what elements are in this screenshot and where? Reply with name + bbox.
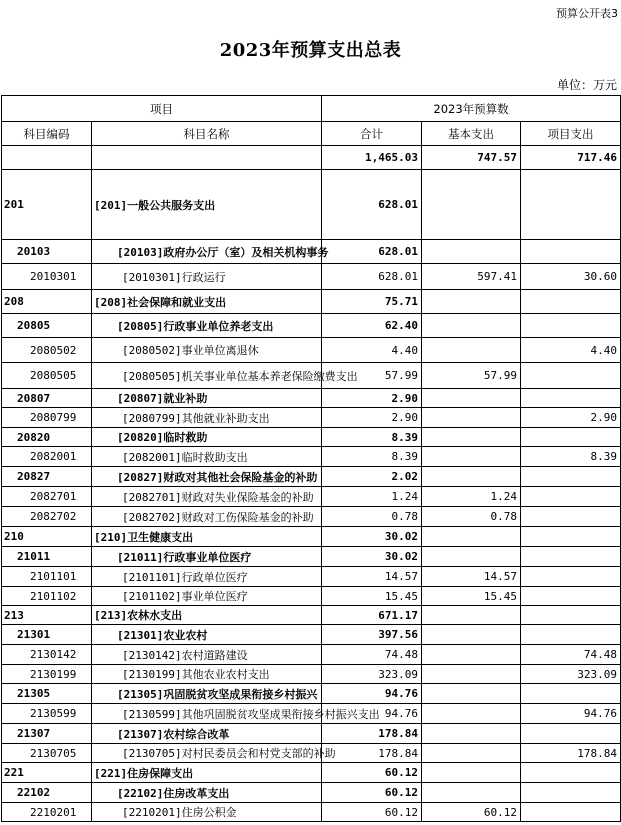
row-project — [521, 606, 621, 625]
table-row — [2, 684, 621, 704]
row-basic — [422, 338, 521, 363]
row-basic — [422, 704, 521, 724]
row-total: 75.71 — [322, 290, 422, 314]
row-basic — [422, 625, 521, 645]
table-row — [2, 389, 621, 408]
row-project — [521, 290, 621, 314]
row-total: 15.45 — [322, 587, 422, 606]
row-total: 57.99 — [322, 363, 422, 389]
row-total: 74.48 — [322, 645, 422, 665]
total-code — [2, 146, 92, 170]
row-total: 2.90 — [322, 389, 422, 408]
row-total: 94.76 — [322, 704, 422, 724]
row-name: [21011]行政事业单位医疗 — [92, 547, 322, 567]
row-project — [521, 547, 621, 567]
row-code: 213 — [2, 606, 92, 625]
row-name: [210]卫生健康支出 — [92, 527, 322, 547]
row-name: [20807]就业补助 — [92, 389, 322, 408]
row-name: [221]住房保障支出 — [92, 763, 322, 783]
row-total: 1.24 — [322, 487, 422, 507]
row-basic — [422, 606, 521, 625]
table-row — [2, 507, 621, 527]
row-total: 94.76 — [322, 684, 422, 704]
row-code: 221 — [2, 763, 92, 783]
header-name: 科目名称 — [92, 122, 322, 146]
row-name: [208]社会保障和就业支出 — [92, 290, 322, 314]
unit-label: 单位：万元 — [556, 78, 617, 92]
table-row — [2, 783, 621, 803]
header-basic: 基本支出 — [422, 122, 521, 146]
row-total: 323.09 — [322, 665, 422, 684]
page-title: 2023年预算支出总表 — [219, 40, 402, 61]
table-row — [2, 240, 621, 264]
table-row — [2, 527, 621, 547]
row-project — [521, 389, 621, 408]
row-basic — [422, 467, 521, 487]
row-project: 4.40 — [521, 338, 621, 363]
row-code: 20805 — [2, 314, 92, 338]
row-code: 201 — [2, 170, 92, 240]
row-code: 2082701 — [2, 487, 92, 507]
row-name: [21301]农业农村 — [92, 625, 322, 645]
row-name: [2130199]其他农业农村支出 — [92, 665, 322, 684]
row-project: 2.90 — [521, 408, 621, 428]
row-code: 21011 — [2, 547, 92, 567]
row-code: 2082001 — [2, 447, 92, 467]
row-name: [20805]行政事业单位养老支出 — [92, 314, 322, 338]
header-budget-group: 2023年预算数 — [322, 96, 621, 122]
row-total: 628.01 — [322, 240, 422, 264]
row-basic — [422, 408, 521, 428]
row-name: [2080502]事业单位离退休 — [92, 338, 322, 363]
row-code: 20820 — [2, 428, 92, 447]
row-total: 671.17 — [322, 606, 422, 625]
table-row — [2, 744, 621, 763]
table-row — [2, 606, 621, 625]
row-total: 2.90 — [322, 408, 422, 428]
row-basic — [422, 763, 521, 783]
row-basic — [422, 447, 521, 467]
row-code: 22102 — [2, 783, 92, 803]
row-basic — [422, 527, 521, 547]
total-row — [2, 146, 621, 170]
row-name: [21307]农村综合改革 — [92, 724, 322, 744]
row-name: [2082701]财政对失业保险基金的补助 — [92, 487, 322, 507]
row-code: 2130599 — [2, 704, 92, 724]
row-code: 20827 — [2, 467, 92, 487]
row-project — [521, 625, 621, 645]
row-total: 30.02 — [322, 527, 422, 547]
table-row — [2, 625, 621, 645]
table-row — [2, 338, 621, 363]
row-total: 8.39 — [322, 428, 422, 447]
row-total: 0.78 — [322, 507, 422, 527]
total-name — [92, 146, 322, 170]
row-total: 178.84 — [322, 744, 422, 763]
row-name: [2082001]临时救助支出 — [92, 447, 322, 467]
row-name: [20827]财政对其他社会保险基金的补助 — [92, 467, 322, 487]
row-project — [521, 314, 621, 338]
row-total: 60.12 — [322, 783, 422, 803]
table-row — [2, 587, 621, 606]
row-code: 2130705 — [2, 744, 92, 763]
row-basic: 15.45 — [422, 587, 521, 606]
row-code: 2080799 — [2, 408, 92, 428]
table-row — [2, 645, 621, 665]
total-basic: 747.57 — [422, 146, 521, 170]
row-project — [521, 507, 621, 527]
row-code: 20807 — [2, 389, 92, 408]
row-basic: 597.41 — [422, 264, 521, 290]
row-code: 21307 — [2, 724, 92, 744]
row-basic — [422, 170, 521, 240]
row-basic — [422, 684, 521, 704]
row-project — [521, 567, 621, 587]
row-project — [521, 724, 621, 744]
table-row — [2, 803, 621, 822]
row-basic: 14.57 — [422, 567, 521, 587]
row-project: 323.09 — [521, 665, 621, 684]
row-name: [22102]住房改革支出 — [92, 783, 322, 803]
row-code: 2080505 — [2, 363, 92, 389]
row-code: 2101101 — [2, 567, 92, 587]
table-number-label: 预算公开表3 — [556, 7, 618, 20]
row-basic — [422, 744, 521, 763]
table-row — [2, 363, 621, 389]
row-basic — [422, 240, 521, 264]
budget-expenditure-table — [1, 95, 621, 822]
row-code: 208 — [2, 290, 92, 314]
row-code: 2010301 — [2, 264, 92, 290]
header-project: 项目支出 — [521, 122, 621, 146]
row-project: 178.84 — [521, 744, 621, 763]
row-basic — [422, 724, 521, 744]
row-code: 2101102 — [2, 587, 92, 606]
row-code: 2130142 — [2, 645, 92, 665]
row-project — [521, 783, 621, 803]
table-row — [2, 428, 621, 447]
table-row — [2, 547, 621, 567]
table-row — [2, 724, 621, 744]
row-name: [2130705]对村民委员会和村党支部的补助 — [92, 744, 322, 763]
row-project — [521, 428, 621, 447]
total-project: 717.46 — [521, 146, 621, 170]
header-item-group: 项目 — [2, 96, 322, 122]
table-row — [2, 704, 621, 724]
row-name: [213]农林水支出 — [92, 606, 322, 625]
row-name: [21305]巩固脱贫攻坚成果衔接乡村振兴 — [92, 684, 322, 704]
row-total: 60.12 — [322, 763, 422, 783]
row-code: 2130199 — [2, 665, 92, 684]
row-code: 2080502 — [2, 338, 92, 363]
row-project — [521, 170, 621, 240]
table-row — [2, 487, 621, 507]
row-project — [521, 763, 621, 783]
row-name: [2210201]住房公积金 — [92, 803, 322, 822]
row-project: 74.48 — [521, 645, 621, 665]
row-total: 178.84 — [322, 724, 422, 744]
table-row — [2, 314, 621, 338]
row-code: 2210201 — [2, 803, 92, 822]
total-amount: 1,465.03 — [322, 146, 422, 170]
row-total: 14.57 — [322, 567, 422, 587]
row-total: 628.01 — [322, 170, 422, 240]
table-row — [2, 264, 621, 290]
table-row — [2, 408, 621, 428]
row-basic — [422, 428, 521, 447]
row-basic — [422, 314, 521, 338]
row-code: 20103 — [2, 240, 92, 264]
row-basic — [422, 389, 521, 408]
table-row — [2, 665, 621, 684]
row-total: 62.40 — [322, 314, 422, 338]
row-total: 2.02 — [322, 467, 422, 487]
table-row — [2, 170, 621, 240]
row-project — [521, 527, 621, 547]
row-total: 60.12 — [322, 803, 422, 822]
row-total: 30.02 — [322, 547, 422, 567]
header-code: 科目编码 — [2, 122, 92, 146]
row-basic — [422, 290, 521, 314]
row-total: 4.40 — [322, 338, 422, 363]
row-code: 21305 — [2, 684, 92, 704]
row-basic — [422, 645, 521, 665]
row-code: 2082702 — [2, 507, 92, 527]
row-project: 30.60 — [521, 264, 621, 290]
row-name: [2130599]其他巩固脱贫攻坚成果衔接乡村振兴支出 — [92, 704, 322, 724]
row-project — [521, 803, 621, 822]
table-row — [2, 447, 621, 467]
row-code: 210 — [2, 527, 92, 547]
row-project — [521, 587, 621, 606]
row-basic: 60.12 — [422, 803, 521, 822]
row-name: [2010301]行政运行 — [92, 264, 322, 290]
row-basic — [422, 783, 521, 803]
row-name: [20820]临时救助 — [92, 428, 322, 447]
row-name: [201]一般公共服务支出 — [92, 170, 322, 240]
row-basic — [422, 665, 521, 684]
row-name: [2082702]财政对工伤保险基金的补助 — [92, 507, 322, 527]
row-code: 21301 — [2, 625, 92, 645]
row-project — [521, 487, 621, 507]
row-name: [2101102]事业单位医疗 — [92, 587, 322, 606]
row-total: 8.39 — [322, 447, 422, 467]
row-project: 8.39 — [521, 447, 621, 467]
row-basic: 0.78 — [422, 507, 521, 527]
row-project — [521, 363, 621, 389]
row-basic: 1.24 — [422, 487, 521, 507]
row-name: [2130142]农村道路建设 — [92, 645, 322, 665]
row-basic — [422, 547, 521, 567]
table-row — [2, 567, 621, 587]
row-total: 397.56 — [322, 625, 422, 645]
table-row — [2, 290, 621, 314]
row-name: [2080505]机关事业单位基本养老保险缴费支出 — [92, 363, 322, 389]
row-total: 628.01 — [322, 264, 422, 290]
table-row — [2, 763, 621, 783]
header-total: 合计 — [322, 122, 422, 146]
row-project — [521, 467, 621, 487]
row-name: [2101101]行政单位医疗 — [92, 567, 322, 587]
row-project — [521, 684, 621, 704]
row-project: 94.76 — [521, 704, 621, 724]
row-project — [521, 240, 621, 264]
table-row — [2, 467, 621, 487]
row-name: [20103]政府办公厅（室）及相关机构事务 — [92, 240, 322, 264]
row-name: [2080799]其他就业补助支出 — [92, 408, 322, 428]
row-basic: 57.99 — [422, 363, 521, 389]
